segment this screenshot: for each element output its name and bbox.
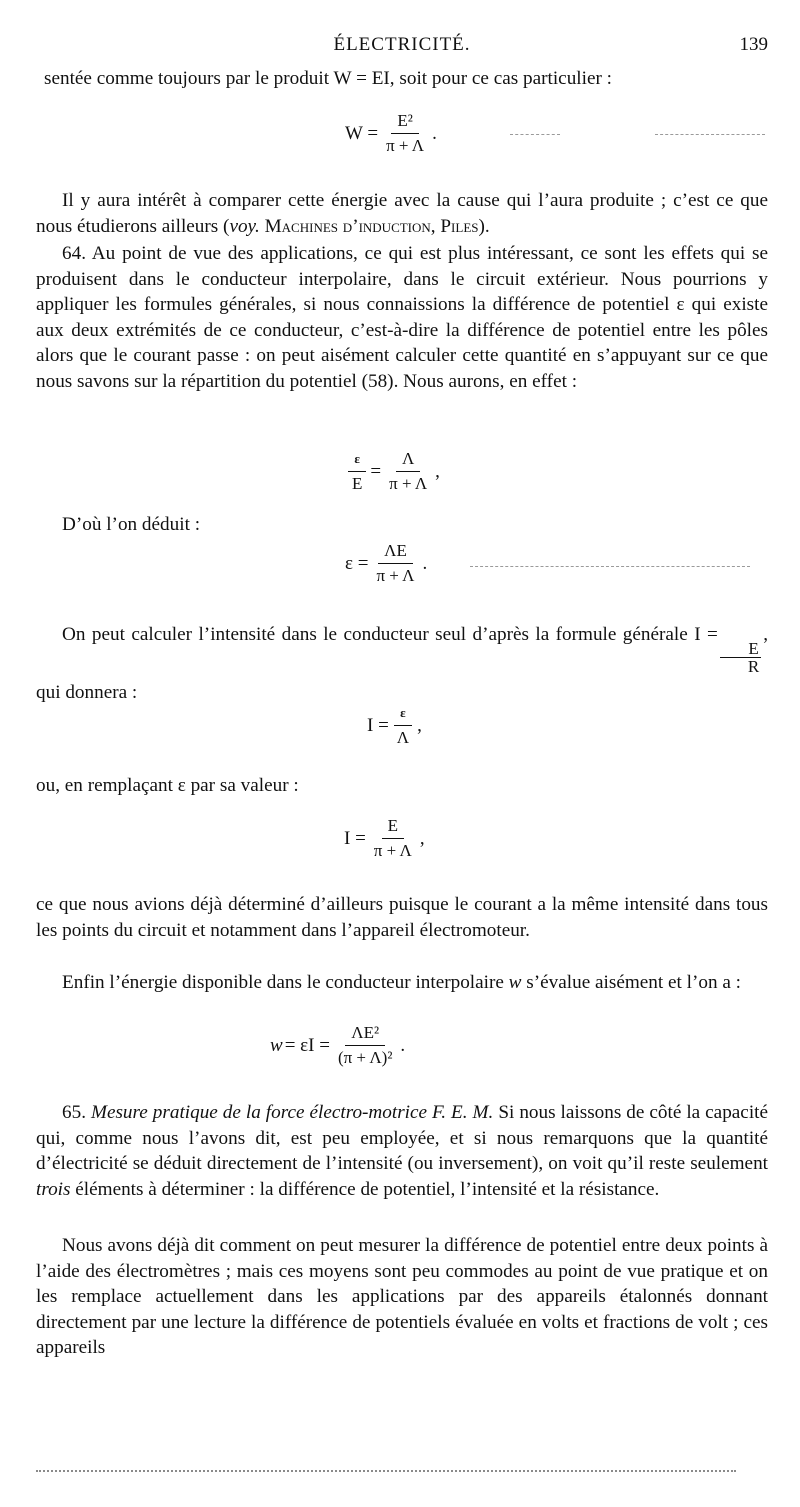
equation-tail: , [435, 460, 440, 482]
paragraph-64 [36, 241, 768, 395]
numerator: E [382, 815, 404, 839]
denominator: π + Λ [389, 474, 428, 493]
paragraph-continuation: sentée comme toujours par le produit W = EI, soit pour ce cas particulier : [44, 68, 612, 89]
numerator: Λ [396, 448, 420, 472]
paragraph-energy-comparison [36, 188, 768, 239]
text-segment: s’évalue aisément et l’on a : [521, 972, 741, 993]
denominator: Λ [396, 728, 410, 747]
paragraph-deduction: D’où l’on déduit : [62, 514, 201, 535]
paragraph-already-determined: ce que nous avions déjà déterminé d’ailleurs puisque le courant a la même intensité dans tous les points du circuit et notamment dans l’appareil électromoteur. [36, 894, 768, 941]
fraction [380, 110, 430, 157]
section-number: 64. [62, 243, 86, 264]
equation-energy [345, 110, 437, 157]
paragraph-text: Au point de vue des applications, ce qui est plus intéressant, ce sont les effets qui se produisent dans le conducteur interpolaire, dans le circuit extérieur. Nous pourrions y appliquer les formules générales, si nous connaissions la différence de potentiel ε qui existe aux deux extrémités de ce conducteur, c’est-à-dire la différence de potentiel entre les pôles alors que le courant passe : on peut aisément calculer cette quantité en s’appuyant sur ce que nous savons sur la répartition du potentiel (58). Nous aurons, en effet : [36, 243, 768, 392]
fraction-lhs [346, 448, 368, 495]
equals-sign: = [370, 460, 382, 482]
fraction [332, 1022, 398, 1069]
page-number: 139 [739, 34, 768, 55]
paragraph-measurement: Nous avons déjà dit comment on peut mesurer la différence de potentiel entre deux points à l’aide des électromètres ; mais ces moyens sont peu commodes au point de vue pratique et on les remplace actuellement dans les applications par des appareils étalonnés donnant directement par une lecture la différence de potentiels évaluée en volts et fractions de volt ; ces appareils [36, 1235, 768, 1359]
equation-tail: . [400, 1034, 406, 1056]
equation-intensity [344, 815, 425, 862]
denominator: E [352, 474, 363, 493]
scan-noise [510, 134, 560, 136]
italic-voy: voy. [229, 215, 260, 237]
paragraph-replace: ou, en remplaçant ε par sa valeur : [36, 775, 299, 796]
text-segment: éléments à déterminer : la différence de potentiel, l’intensité et la résistance. [70, 1178, 660, 1200]
numerator: E [720, 641, 760, 658]
equation-epsilon [345, 540, 427, 587]
denominator: π + Λ [376, 566, 415, 585]
text-segment: ). [478, 215, 490, 237]
scan-noise [655, 134, 765, 136]
smallcaps-references: Machines d’induction, Piles [264, 215, 479, 237]
denominator: R [747, 657, 760, 676]
fraction-rhs [383, 448, 433, 495]
equation-tail: , [417, 714, 422, 736]
denominator: π + Λ [386, 136, 425, 155]
paragraph-text: On peut calculer l’intensité dans le conducteur seul d’après la formule générale [62, 624, 688, 645]
numerator: E² [391, 110, 418, 134]
paragraph-65 [36, 1100, 768, 1202]
equation-lhs: I = [367, 714, 389, 736]
equation-potential-ratio [344, 448, 440, 495]
text-segment: Il y aura intérêt à comparer cette énergie avec la cause qui l’aura produite ; c’est ce que nous étudierons ailleurs ( [36, 190, 768, 237]
section-title: Mesure pratique de la force électro-motrice F. E. M. [90, 1102, 494, 1123]
section-number: 65. [62, 1102, 86, 1123]
scan-noise [470, 566, 750, 568]
inline-fraction [720, 641, 761, 676]
denominator: (π + Λ)² [337, 1048, 393, 1067]
fraction [368, 815, 418, 862]
equation-lhs: = εI = [284, 1034, 330, 1056]
equation-lhs: ε = [345, 552, 369, 574]
paragraph-energy-available [36, 970, 768, 996]
equation-tail: , [419, 827, 425, 849]
running-title: ÉLECTRICITÉ. [333, 34, 471, 55]
equation-energy-available [270, 1022, 405, 1069]
formula-lhs: I = [694, 624, 718, 645]
equation-w: w [270, 1034, 283, 1056]
numerator: ΛE [378, 540, 413, 564]
equation-lhs: W = [345, 122, 379, 144]
text-segment: Si nous laissons de côté la capacité qui, comme nous l’avons dit, est peu employée, et si nous remarquons que la quantité d’électricité se déduit directement de l’intensité (ou inversement), on voit qu’il reste seulement [36, 1102, 768, 1175]
fraction [370, 540, 420, 587]
paragraph-intensity [36, 618, 768, 710]
page-header [36, 30, 768, 60]
denominator: π + Λ [373, 841, 412, 860]
equation-intensity-epsilon [367, 702, 422, 749]
numerator: ε [394, 702, 412, 726]
equation-tail: . [422, 552, 428, 574]
italic-trois: trois [36, 1178, 71, 1200]
equation-lhs: I = [344, 827, 366, 849]
italic-w: w [508, 972, 522, 993]
fraction [391, 702, 415, 749]
text-segment: , qui donnera : [36, 624, 769, 703]
numerator: ΛE² [345, 1022, 385, 1046]
scan-noise-bottom [36, 1470, 736, 1474]
numerator: ε [348, 448, 366, 472]
equation-tail: . [432, 122, 437, 144]
text-segment: Enfin l’énergie disponible dans le conducteur interpolaire [62, 972, 509, 993]
